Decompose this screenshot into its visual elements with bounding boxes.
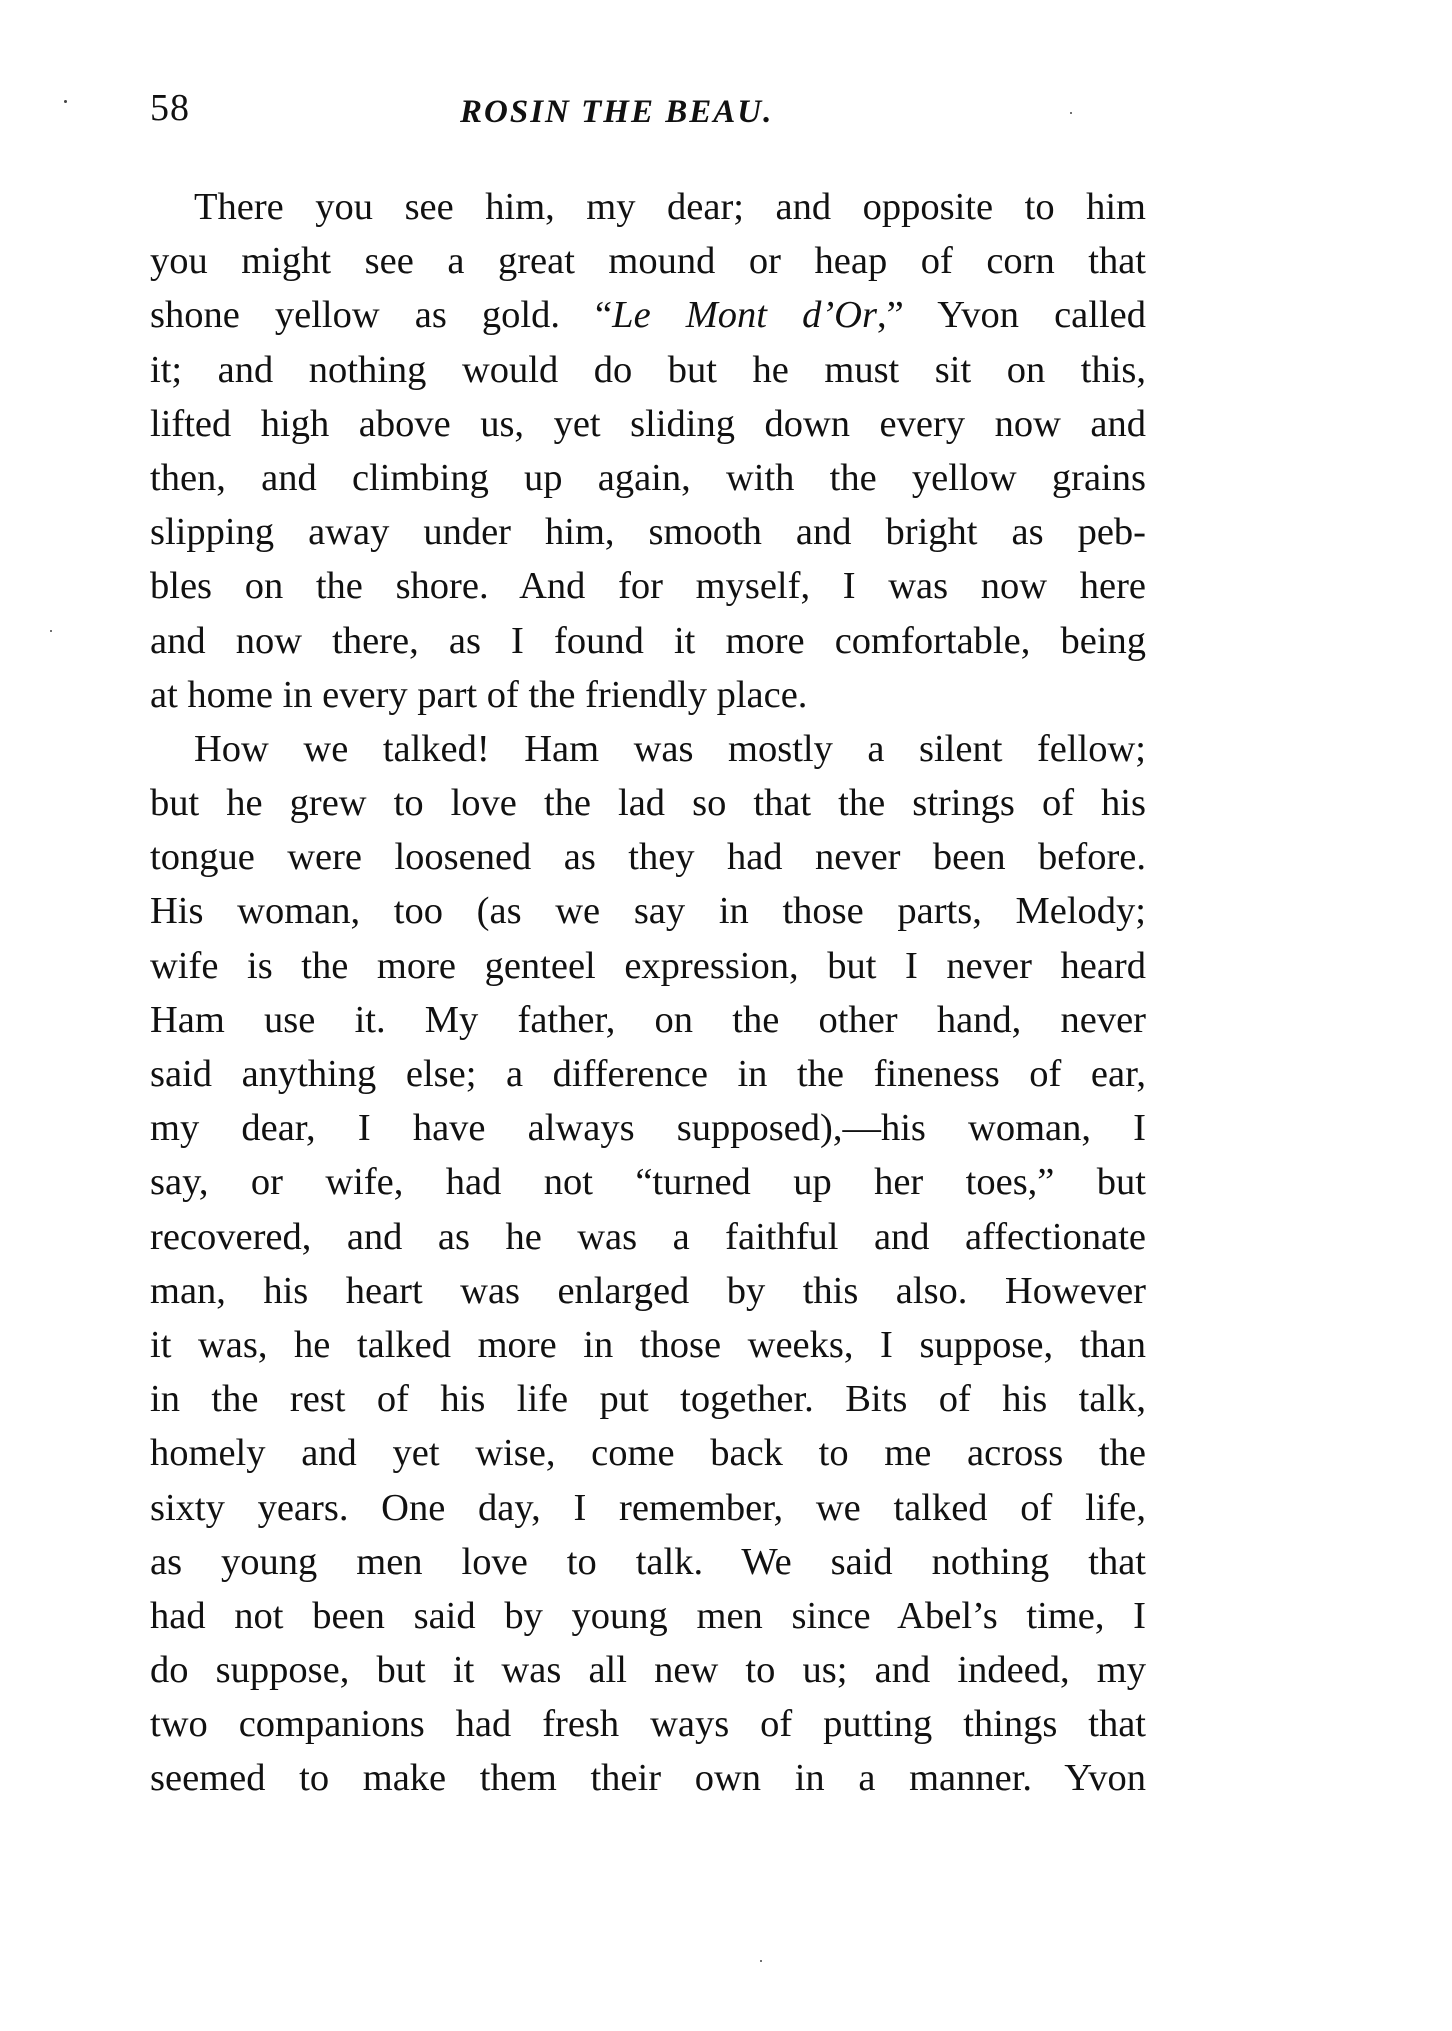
text-line: man, his heart was enlarged by this also. However — [150, 1269, 1146, 1312]
text-line: There you see him, my dear; and opposite to him — [194, 186, 1146, 228]
text-line: slipping away under him, smooth and bright as peb- — [150, 511, 1146, 554]
scan-speck — [1070, 112, 1072, 114]
scan-speck — [50, 630, 52, 632]
text-line: it was, he talked more in those weeks, I suppose, than — [150, 1323, 1146, 1366]
text-line: you might see a great mound or heap of corn that — [150, 240, 1146, 283]
text-line: lifted high above us, yet sliding down every now and — [150, 402, 1146, 445]
text-line: as young men love to talk. We said nothing that — [150, 1540, 1146, 1583]
text-line: seemed to make them their own in a manner. Yvon — [150, 1757, 1146, 1800]
text-line: at home in every part of the friendly place. — [150, 673, 808, 716]
text-line: shone yellow as gold. “Le Mont d’Or,” Yvon called — [150, 294, 1146, 337]
text-line: His woman, too (as we say in those parts, Melody; — [150, 890, 1146, 933]
scan-speck — [760, 1960, 762, 1962]
page-number: 58 — [150, 87, 190, 129]
scan-speck — [64, 100, 67, 103]
text-line: then, and climbing up again, with the yellow grains — [150, 456, 1146, 499]
body-text — [150, 180, 1146, 1806]
italic-phrase: Le Mont d’Or — [612, 294, 877, 337]
text-line: recovered, and as he was a faithful and affectionate — [150, 1215, 1146, 1258]
text-line: wife is the more genteel expression, but I never heard — [150, 944, 1146, 987]
text-line: do suppose, but it was all new to us; and indeed, my — [150, 1649, 1146, 1692]
text-line: and now there, as I found it more comfortable, being — [150, 619, 1146, 662]
text-line: say, or wife, had not “turned up her toes,” but — [150, 1161, 1146, 1204]
running-title: ROSIN THE BEAU. — [460, 94, 774, 130]
text-line: two companions had fresh ways of putting things that — [150, 1703, 1146, 1746]
text-line: but he grew to love the lad so that the strings of his — [150, 782, 1146, 825]
text-line: Ham use it. My father, on the other hand, never — [150, 998, 1146, 1041]
text-line: said anything else; a difference in the fineness of ear, — [150, 1053, 1146, 1095]
text-line: sixty years. One day, I remember, we talked of life, — [150, 1486, 1146, 1529]
text-line: bles on the shore. And for myself, I was now here — [150, 565, 1146, 608]
text-line: my dear, I have always supposed),—his woman, I — [150, 1107, 1146, 1150]
text-line: had not been said by young men since Abel’s time, I — [150, 1594, 1146, 1637]
text-line: in the rest of his life put together. Bits of his talk, — [150, 1378, 1146, 1421]
text-line: tongue were loosened as they had never been before. — [150, 836, 1146, 879]
text-line: homely and yet wise, come back to me across the — [150, 1432, 1146, 1475]
text-line: it; and nothing would do but he must sit on this, — [150, 348, 1146, 391]
text-line: How we talked! Ham was mostly a silent fellow; — [194, 727, 1146, 770]
